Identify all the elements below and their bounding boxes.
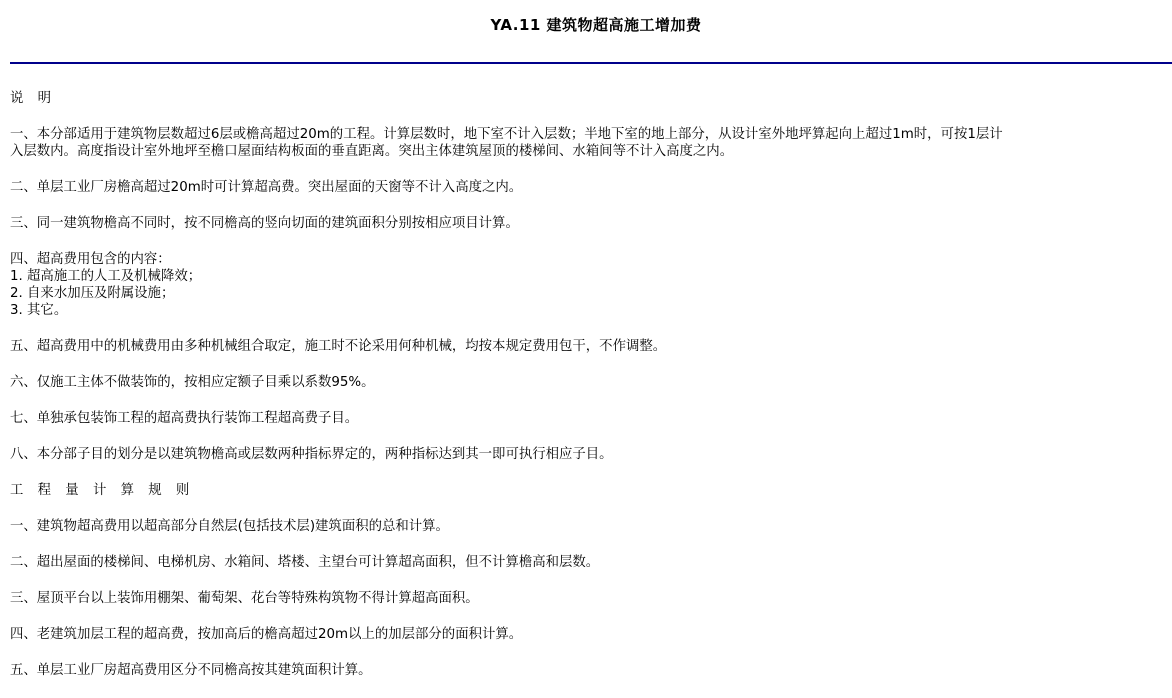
- rule-item-4-text: 四、老建筑加层工程的超高费，按加高后的檐高超过20m以上的加层部分的面积计算。: [10, 627, 523, 642]
- rule-item-2-text: 二、超出屋面的楼梯间、电梯机房、水箱间、塔楼、主望台可计算超高面积，但不计算檐高和层数。: [10, 555, 600, 570]
- rule-item-1-text: 一、建筑物超高费用以超高部分自然层(包括技术层)建筑面积的总和计算。: [10, 519, 449, 534]
- explain-item-2: [10, 179, 1170, 196]
- rule-item-1: [10, 518, 1170, 535]
- rule-item-4: [10, 626, 1170, 643]
- explain-item-1-line-2: 入层数内。高度指设计室外地坪至檐口屋面结构板面的垂直距离。突出主体建筑屋顶的楼梯间、水箱间等不计入高度之内。: [10, 144, 734, 159]
- explain-heading: 说 明: [10, 91, 57, 106]
- rule-item-3: [10, 590, 1170, 607]
- rule-item-5-text: 五、单层工业厂房超高费用区分不同檐高按其建筑面积计算。: [10, 663, 372, 678]
- explain-item-5-text: 五、超高费用中的机械费用由多种机械组合取定，施工时不论采用何种机械，均按本规定费用包干，不作调整。: [10, 339, 667, 354]
- header-divider: [10, 62, 1172, 64]
- explain-item-3-text: 三、同一建筑物檐高不同时，按不同檐高的竖向切面的建筑面积分别按相应项目计算。: [10, 216, 519, 231]
- explain-item-2-text: 二、单层工业厂房檐高超过20m时可计算超高费。突出屋面的天窗等不计入高度之内。: [10, 180, 523, 195]
- explain-item-4-heading: 四、超高费用包含的内容：: [10, 252, 171, 267]
- explain-item-4-sub-3: 3. 其它。: [10, 303, 68, 318]
- rule-item-2: [10, 554, 1170, 571]
- explain-item-5: [10, 338, 1170, 355]
- explain-item-6-text: 六、仅施工主体不做装饰的，按相应定额子目乘以系数95%。: [10, 375, 375, 390]
- explain-item-6: [10, 374, 1170, 391]
- document-body: [10, 90, 1170, 698]
- explain-item-4-sub-2: 2. 自来水加压及附属设施；: [10, 286, 175, 301]
- explain-item-4: [10, 251, 1170, 319]
- rule-item-3-text: 三、屋顶平台以上装饰用棚架、葡萄架、花台等特殊构筑物不得计算超高面积。: [10, 591, 479, 606]
- explain-item-3: [10, 215, 1170, 232]
- explain-item-7-text: 七、单独承包装饰工程的超高费执行装饰工程超高费子目。: [10, 411, 359, 426]
- rules-heading: 工 程 量 计 算 规 则: [10, 483, 195, 498]
- explain-item-1: [10, 126, 1170, 160]
- rule-item-5: [10, 662, 1170, 679]
- explain-item-8: [10, 446, 1170, 463]
- explain-item-8-text: 八、本分部子目的划分是以建筑物檐高或层数两种指标界定的，两种指标达到其一即可执行相应子目。: [10, 447, 613, 462]
- explain-item-1-line-1: 一、本分部适用于建筑物层数超过6层或檐高超过20m的工程。计算层数时，地下室不计入层数；半地下室的地上部分，从设计室外地坪算起向上超过1m时，可按1层计: [10, 127, 1003, 142]
- explain-item-4-sub-1: 1. 超高施工的人工及机械降效；: [10, 269, 202, 284]
- explain-item-7: [10, 410, 1170, 427]
- page-title: YA.11 建筑物超高施工增加费: [490, 16, 702, 34]
